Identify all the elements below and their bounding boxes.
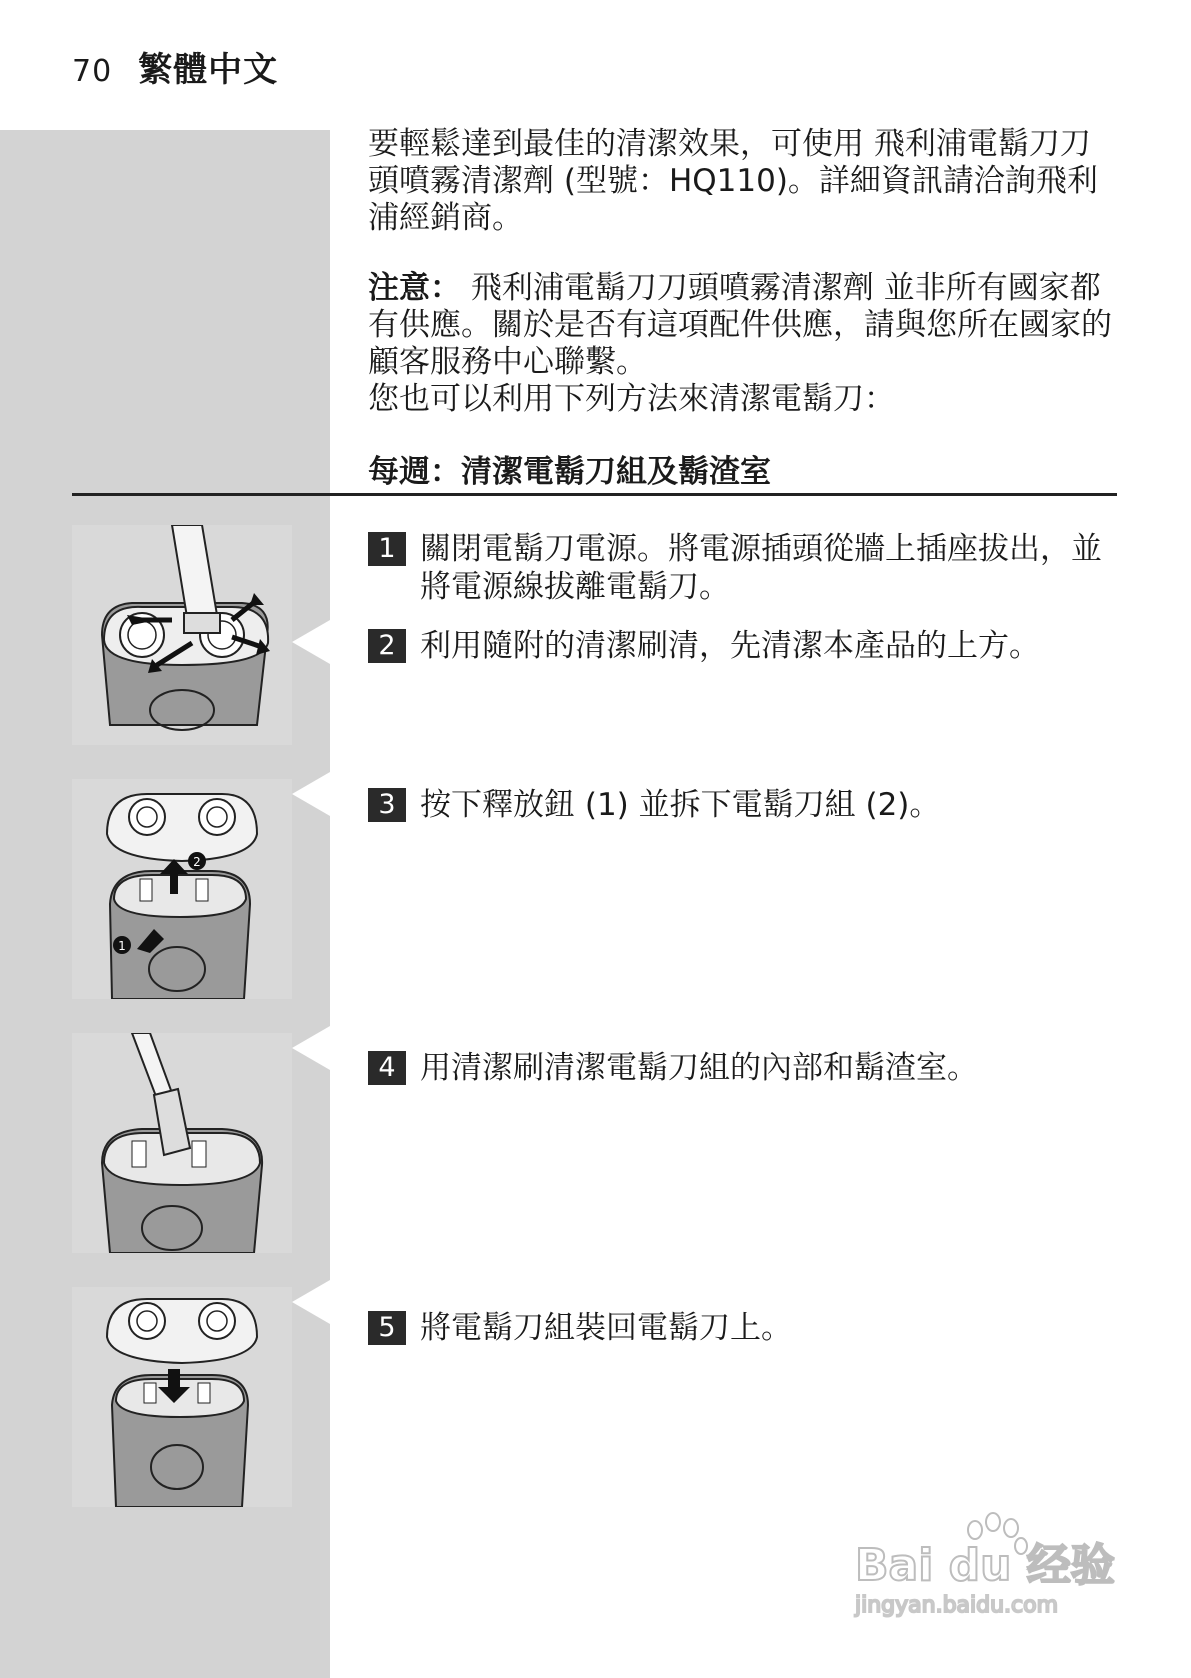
illustration-pointer	[292, 1280, 330, 1324]
intro-paragraph: 要輕鬆達到最佳的清潔效果，可使用 飛利浦電鬍刀刀頭噴霧清潔劑 (型號：HQ110)。詳細資訊請洽詢飛利浦經銷商。	[368, 126, 1098, 236]
step-3	[368, 786, 1118, 824]
shaver-reattach-unit-drawing	[72, 1287, 292, 1507]
note-followup: 您也可以利用下列方法來清潔電鬍刀：	[368, 381, 895, 417]
step-1	[368, 530, 1118, 606]
note-label: 注意：	[368, 270, 461, 306]
step-text: 利用隨附的清潔刷清，先清潔本產品的上方。	[420, 628, 1040, 664]
step-4	[368, 1049, 1118, 1087]
note-text: 飛利浦電鬍刀刀頭噴霧清潔劑 並非所有國家都有供應。關於是否有這項配件供應，請與您所在國家的顧客服務中心聯繫。	[368, 270, 1112, 380]
step-text: 將電鬍刀組裝回電鬍刀上。	[420, 1310, 792, 1346]
illustration-pointer	[292, 620, 330, 664]
page-number: 70	[72, 54, 113, 89]
step-number: 1	[368, 532, 406, 566]
illustration-brush-top	[72, 525, 292, 745]
step-2	[368, 627, 1118, 665]
shaver-brush-inside-drawing	[72, 1033, 292, 1253]
step-text: 按下釋放鈕 (1) 並拆下電鬍刀組 (2)。	[420, 787, 941, 823]
note-paragraph	[368, 270, 1118, 418]
svg-text:1: 1	[118, 939, 126, 953]
step-5	[368, 1309, 1118, 1347]
step-text: 關閉電鬍刀電源。將電源插頭從牆上插座拔出，並將電源線拔離電鬍刀。	[420, 531, 1102, 605]
baidu-paw-logo-icon	[845, 1500, 1125, 1620]
illustration-pointer	[292, 772, 330, 816]
svg-text:jingyan.baidu.com: jingyan.baidu.com	[855, 1593, 1059, 1618]
section-title: 每週：清潔電鬍刀組及鬍渣室	[368, 454, 771, 490]
step-number: 2	[368, 629, 406, 663]
shaver-remove-unit-drawing	[72, 779, 292, 999]
svg-text:Bai du 经验: Bai du 经验	[855, 1540, 1115, 1591]
step-number: 3	[368, 788, 406, 822]
shaver-brush-top-drawing	[72, 525, 292, 745]
illustration-pointer	[292, 1026, 330, 1070]
illustration-reattach-unit	[72, 1287, 292, 1507]
illustration-remove-unit	[72, 779, 292, 999]
svg-text:2: 2	[193, 855, 201, 869]
language-title: 繁體中文	[138, 50, 279, 90]
step-number: 5	[368, 1311, 406, 1345]
step-text: 用清潔刷清潔電鬍刀組的內部和鬍渣室。	[420, 1050, 978, 1086]
divider	[72, 493, 1117, 496]
step-number: 4	[368, 1051, 406, 1085]
illustration-brush-inside	[72, 1033, 292, 1253]
baidu-watermark	[845, 1500, 1125, 1620]
page-header	[72, 42, 278, 91]
